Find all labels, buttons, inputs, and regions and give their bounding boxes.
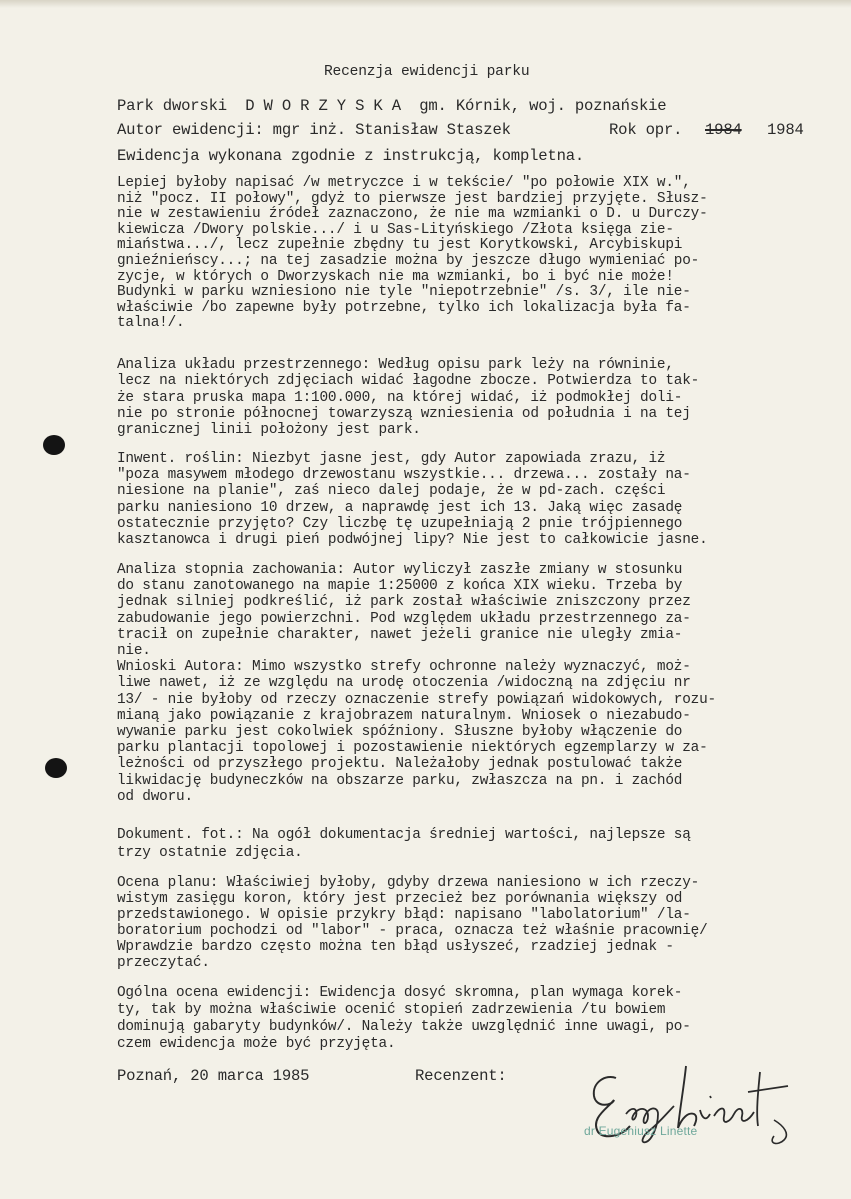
paragraph-preservation-and-conclusions: Analiza stopnia zachowania: Autor wyliczył zaszłe zmiany w stosunku do stanu zanotowanego na mapie 1:25000 z końca XIX wieku. Trzeba by jednak silniej podkreślić, iż park został właściwie zniszczony przez zabudowanie jego powierzchni. Pod względem układu przestrzennego za- tracił on zupełnie charakter, nawet jeżeli granice nie uległy zmia- nie. Wnioski Autora: Mimo wszystko strefy ochronne należy wyznaczyć, moż- liwe nawet, iż ze względu na urodę otoczenia /widoczną na zdjęciu nr 13/ - nie byłoby od rzeczy oznaczenie strefy powiązań widokowych, rozu- mianą jako powiązanie z krajobrazem naturalnym. Wniosek o niezabudo- wywanie parku jest cokolwiek spóźniony. Słuszne byłoby włączenie do parku plantacji topolowej i pozostawienie niektórych egzemplarzy w za- leżności od przyszłego projektu. Należałoby jednak postulować także likwidację budyneczków na obszarze parku, zwłaszcza na pn. i zachód od dworu.: [117, 562, 716, 805]
paragraph-spatial-analysis: Analiza układu przestrzennego: Według opisu park leży na równinie, lecz na niektórych zdjęciach widać łagodne zbocze. Potwierdza to tak- że stara pruska mapa 1:100.000, na której widać, iż podmokłej doli- nie po stronie północnej towarzyszą wzniesienia od południa i na tej granicznej linii położony jest park.: [117, 357, 700, 439]
scan-edge: [0, 0, 851, 8]
punch-hole-lower: [45, 758, 67, 778]
paragraph-overall-evaluation: Ogólna ocena ewidencji: Ewidencja dosyć skromna, plan wymaga korek- ty, tak by można właściwie ocenić stopień zadrzewienia /tu bowiem dominują gabaryty budynków/. Należy także uwzględnić inne uwagi, po- czem ewidencja może być przyjęta.: [117, 985, 691, 1052]
place-date: Poznań, 20 marca 1985: [117, 1067, 310, 1085]
paragraph-photo-documentation: Dokument. fot.: Na ogół dokumentacja średniej wartości, najlepsze są trzy ostatnie zdjęcia.: [117, 827, 691, 861]
paragraph-plant-inventory: Inwent. roślin: Niezbyt jasne jest, gdy Autor zapowiada zrazu, iż "poza masywem młodego drzewostanu wszystkie... drzewa... zostały na- niesione na planie", zaś nieco dalej podaje, że w pd-zach. części parku naniesiono 10 drzew, a naprawdę jest ich 13. Jaką więc zasadę ostatecznie przyjęto? Czy liczbę tę uzupełniają 2 pnie trójpiennego kasztanowca i drugi pień podwójnej lipy? Nie jest to całkowicie jasne.: [117, 451, 708, 549]
year-struck: 1984: [705, 121, 742, 139]
document-title: Recenzja ewidencji parku: [324, 64, 530, 80]
handwritten-signature: [578, 1056, 808, 1156]
park-line: Park dworski D W O R Z Y S K A gm. Kórnik, woj. poznańskie: [117, 97, 667, 115]
reviewer-label: Recenzent:: [415, 1067, 507, 1085]
year-label: Rok opr.: [609, 121, 683, 139]
summary-line: Ewidencja wykonana zgodnie z instrukcją, kompletna.: [117, 147, 585, 165]
paragraph-sources: Lepiej byłoby napisać /w metryczce i w tekście/ "po połowie XIX w.", niż "pocz. II połowy", gdyż to pierwsze jest bardziej przyjęte. Słusz- nie w zestawieniu źródeł zaznaczono, że nie ma wzmianki o D. u Durczy- kiewicza /Dwory polskie.../ i u Sas-Lityńskiego /Złota księga zie- miaństwa.../, lecz zupełnie zbędny tu jest Korytkowski, Arcybiskupi gnieźnieńscy...; na tej zasadzie można by jeszcze długo wymieniać po- zycje, w których o Dworzyskach nie ma wzmianki, bo i być nie może! Budynki w parku wzniesiono nie tyle "niepotrzebnie" /s. 3/, ile nie- właściwie /bo zapewne były potrzebne, tylko ich lokalizacja była fa- talna!/.: [117, 175, 708, 332]
punch-hole-upper: [43, 435, 65, 455]
year-value: 1984: [767, 121, 804, 139]
author-line: Autor ewidencji: mgr inż. Stanisław Staszek: [117, 121, 511, 139]
paragraph-plan-evaluation: Ocena planu: Właściwiej byłoby, gdyby drzewa naniesiono w ich rzeczy- wistym zasięgu koron, który jest przecież bez porównania większy od przedstawionego. W opisie przykry błąd: napisano "labolatorium" /la- boratorium pochodzi od "labor" - praca, oznacza też właśnie pracownię/ Wprawdzie bardzo często można ten błąd usłyszeć, rzadziej jednak - przeczytać.: [117, 875, 708, 972]
signature-stamp: dr Eugeniusz Linette: [584, 1124, 698, 1138]
